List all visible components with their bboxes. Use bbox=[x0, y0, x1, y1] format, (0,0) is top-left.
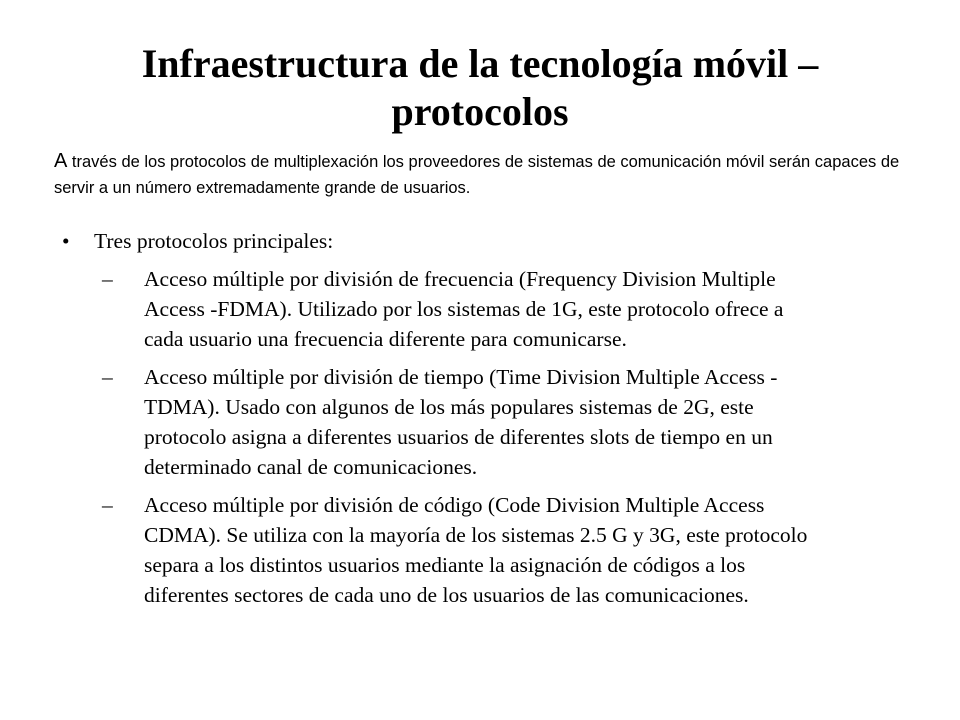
sub-bullet-text-cdma: Acceso múltiple por división de código (Code Division Multiple Access CDMA). Se utiliza con la mayoría de los sistemas 2.5 G y 3G, este protocolo separa a los distintos usuarios mediante la asignación de códigos a los diferentes sectores de cada uno de los usuarios de las comunicaciones. bbox=[144, 493, 808, 607]
bullet-item bbox=[60, 226, 920, 256]
bullet-icon: • bbox=[62, 229, 70, 253]
sub-bullet-item bbox=[60, 490, 814, 610]
dash-icon: – bbox=[102, 267, 113, 291]
bullet-text: Tres protocolos principales: bbox=[94, 229, 334, 253]
sub-bullet-item bbox=[60, 362, 814, 482]
dash-icon: – bbox=[102, 493, 113, 517]
sub-bullet-text-fdma: Acceso múltiple por división de frecuencia (Frequency Division Multiple Access -FDMA). Utilizado por los sistemas de 1G, este protocolo ofrece a cada usuario una frecuencia diferente para comunicarse. bbox=[144, 267, 784, 351]
subtitle-initial: A bbox=[54, 150, 68, 172]
dash-icon: – bbox=[102, 365, 113, 389]
slide-title: Infraestructura de la tecnología móvil – protocolos bbox=[141, 41, 819, 134]
content-list bbox=[60, 226, 920, 618]
subtitle-text: través de los protocolos de multiplexación los proveedores de sistemas de comunicación móvil serán capaces de servir a un número extremadamente grande de usuarios. bbox=[54, 153, 900, 197]
slide-subtitle bbox=[54, 148, 934, 201]
sub-bullet-item bbox=[60, 264, 814, 354]
sub-bullet-text-tdma: Acceso múltiple por división de tiempo (Time Division Multiple Access -TDMA). Usado con algunos de los más populares sistemas de 2G, este protocolo asigna a diferentes usuarios de diferentes slots de tiempo en un determinado canal de comunicaciones. bbox=[144, 365, 778, 479]
